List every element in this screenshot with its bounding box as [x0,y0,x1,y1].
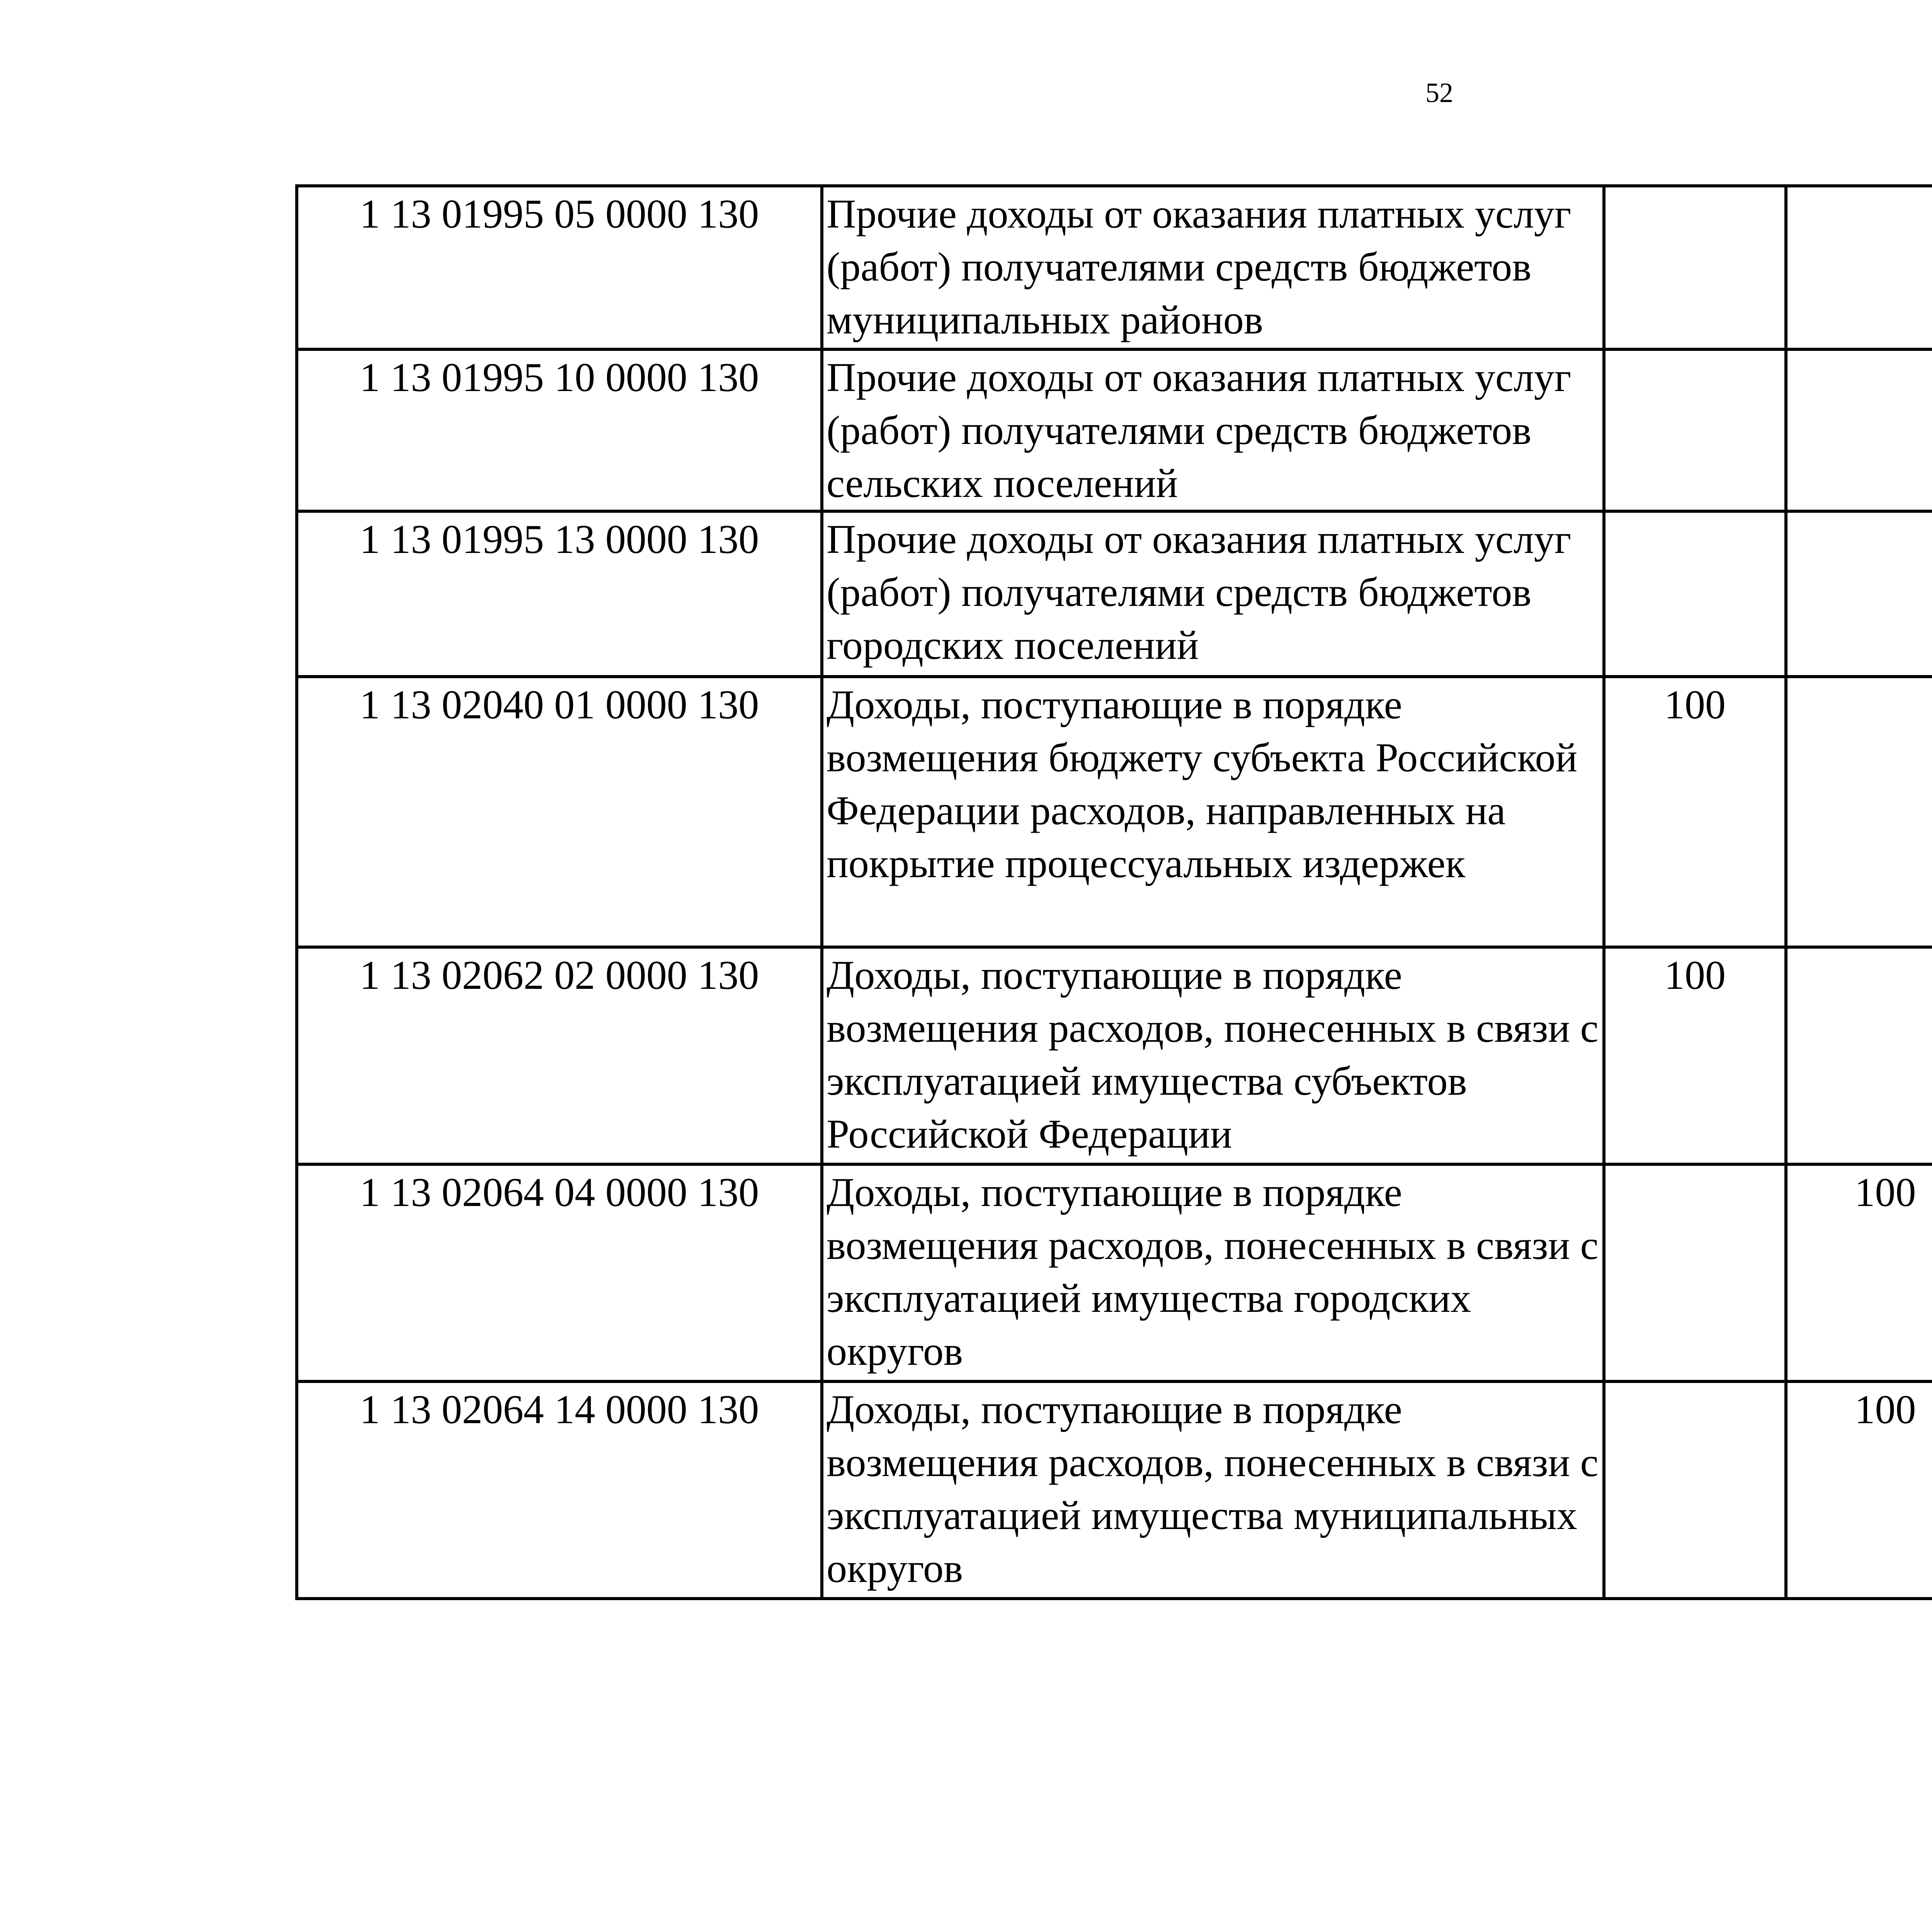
table-row [297,511,1932,677]
classification-code: 1 13 02064 14 0000 130 [297,1381,822,1599]
table-row [297,947,1932,1164]
revenue-description: Доходы, поступающие в порядке возмещения расходов, понесенных в связи с эксплуатацией имущества муниципальных округов [822,1381,1604,1599]
revenue-description: Доходы, поступающие в порядке возмещения бюджету субъекта Российской Федерации расходов, направленных на покрытие процессуальных издержек [822,677,1604,947]
classification-code: 1 13 01995 10 0000 130 [297,349,822,511]
revenue-distribution-table [295,184,1932,1600]
table-row [297,1381,1932,1599]
revenue-description: Прочие доходы от оказания платных услуг (работ) получателями средств бюджетов городских поселений [822,511,1604,677]
page-number: 52 [1425,77,1453,108]
budget-share-cell [1604,349,1786,511]
classification-code: 1 13 02040 01 0000 130 [297,677,822,947]
budget-share-cell [1604,186,1786,349]
table-row [297,349,1932,511]
revenue-description: Доходы, поступающие в порядке возмещения расходов, понесенных в связи с эксплуатацией имущества городских округов [822,1164,1604,1381]
budget-share-cell [1604,511,1786,677]
budget-share-cell: 100 [1786,1164,1932,1381]
table-row [297,677,1932,947]
budget-share-cell [1786,349,1932,511]
table-row [297,186,1932,349]
budget-share-cell: 100 [1786,1381,1932,1599]
revenue-description: Доходы, поступающие в порядке возмещения расходов, понесенных в связи с эксплуатацией имущества субъектов Российской Федерации [822,947,1604,1164]
budget-share-cell: 100 [1604,677,1786,947]
revenue-description: Прочие доходы от оказания платных услуг (работ) получателями средств бюджетов муниципальных районов [822,186,1604,349]
budget-share-cell [1786,677,1932,947]
classification-code: 1 13 01995 05 0000 130 [297,186,822,349]
budget-share-cell [1786,511,1932,677]
revenue-description: Прочие доходы от оказания платных услуг (работ) получателями средств бюджетов сельских поселений [822,349,1604,511]
table-row [297,1164,1932,1381]
budget-share-cell: 100 [1604,947,1786,1164]
classification-code: 1 13 02064 04 0000 130 [297,1164,822,1381]
budget-share-cell [1604,1164,1786,1381]
budget-share-cell [1786,947,1932,1164]
budget-share-cell [1786,186,1932,349]
classification-code: 1 13 01995 13 0000 130 [297,511,822,677]
budget-share-cell [1604,1381,1786,1599]
classification-code: 1 13 02062 02 0000 130 [297,947,822,1164]
